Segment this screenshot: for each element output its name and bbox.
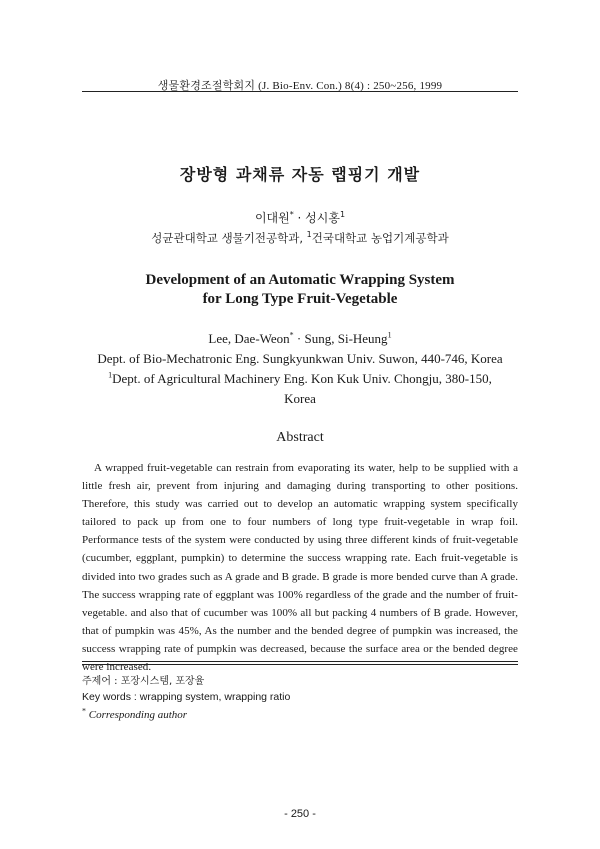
corresponding-text: Corresponding author <box>86 709 188 721</box>
english-title-line1: Development of an Automatic Wrapping System <box>145 272 455 288</box>
korean-author-2: · 성시홍 <box>293 211 340 225</box>
english-affil-line1: Dept. of Bio-Mechatronic Eng. Sungkyunkwan Univ. Suwon, 440-746, Korea <box>97 351 503 366</box>
abstract-body: A wrapped fruit-vegetable can restrain from evaporating its water, help to be supplied with a little fresh air, prevent from injuring and damaging during transporting to other positions. Therefore, this study was carried out to develop an automatic wrapping system specifically tailored to pack up from one to four numbers of long type fruit-vegetable in wrap foil. Performance tests of the system were conducted by using three different kinds of fruit-vegetable (cucumber, eggplant, pumpkin) to determine the success wrapping rate. Each fruit-vegetable is divided into two grades such as A grade and B grade. B grade is more bended curve than A grade. The success wrapping rate of eggplant was 100% regardless of the grade and the number of fruit-vegetable. and also that of cucumber was 100% all but packing 4 numbers of B grade. However, that of pumpkin was 45%, As the number and the bended degree of pumpkin was increased, the success wrapping rate of pumpkin was decreased, because the surface area or the bended degree were increased. <box>82 462 518 674</box>
abstract-heading: Abstract <box>276 430 324 445</box>
korean-author-2-mark: 1 <box>339 210 346 219</box>
corresponding-mark: * <box>82 706 86 716</box>
english-title-line2: for Long Type Fruit-Vegetable <box>202 291 398 307</box>
abstract-rule-bottom <box>82 664 518 665</box>
korean-authors <box>0 209 600 226</box>
journal-citation: 생물환경조절학회지 (J. Bio-Env. Con.) 8(4) : 250~256, 1999 <box>157 80 443 92</box>
english-affil-line3: Korea <box>284 391 316 406</box>
korean-title: 장방형 과채류 자동 랩핑기 개발 <box>179 165 421 184</box>
korean-affil-2: 건국대학교 농업기계공학과 <box>311 231 449 245</box>
korean-author-1-mark: * <box>289 210 294 219</box>
corresponding-author-note <box>82 706 188 721</box>
english-author-2: · Sung, Si-Heung <box>293 331 388 346</box>
english-author-1-mark: * <box>289 330 294 340</box>
header-rule <box>82 91 518 92</box>
english-keywords: Key words : wrapping system, wrapping ratio <box>82 691 291 703</box>
english-affil-mark: 1 <box>108 370 113 380</box>
english-affil-line2-text: Dept. of Agricultural Machinery Eng. Kon Kuk Univ. Chongju, 380-150, <box>112 371 492 386</box>
korean-affiliations <box>0 230 600 246</box>
page-number: - 250 - <box>284 808 316 820</box>
english-author-1: Lee, Dae-Weon <box>208 331 290 346</box>
english-authors <box>0 331 600 347</box>
korean-keywords: 주제어 : 포장시스템, 포장율 <box>82 676 205 687</box>
english-author-2-mark: 1 <box>387 330 392 340</box>
english-affil-line2 <box>0 371 600 387</box>
korean-affil-mark: 1 <box>306 230 312 240</box>
korean-affil-1: 성균관대학교 생물기전공학과, <box>151 231 307 245</box>
korean-author-1: 이대원 <box>254 211 290 225</box>
abstract-rule-top <box>82 661 518 662</box>
